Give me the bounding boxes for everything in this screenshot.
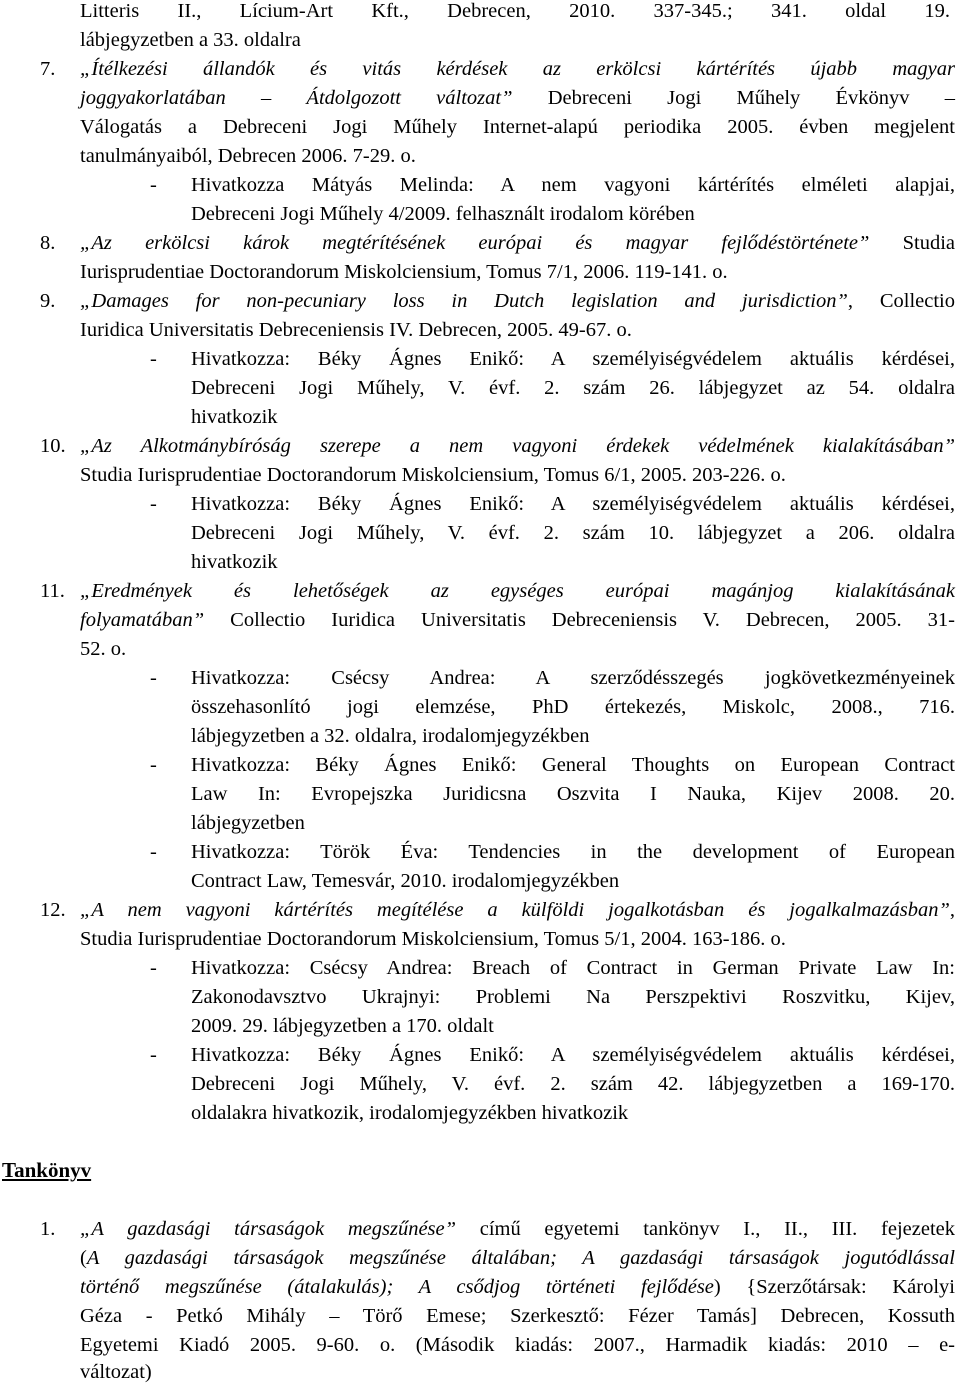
item-text-line-2: Studia Iurisprudentiae Doctorandorum Miskolciensium, Tomus 5/1, 2004. 163-186. o. xyxy=(80,928,786,950)
item-number: 8. xyxy=(40,232,56,254)
citation-line-2: Debreceni Jogi Műhely, V. évf. 2. szám 10. lábjegyzet a 206. oldalra xyxy=(191,522,955,544)
item-number: 1. xyxy=(40,1218,56,1240)
citation-line-1: Hivatkozza: Béky Ágnes Enikő: A személyiségvédelem aktuális kérdései, xyxy=(191,348,955,370)
item-text-line-2: Iuridica Universitatis Debreceniensis IV. Debrecen, 2005. 49-67. o. xyxy=(80,319,632,341)
item-text-line-2: (A gazdasági társaságok megszűnése általában; A gazdasági társaságok jogutódlással xyxy=(80,1247,955,1269)
citation-line-2: Law In: Evropejszka Juridicsna Oszvita I Nauka, Kijev 2008. 20. xyxy=(191,783,955,805)
citation-line-1: Hivatkozza Mátyás Melinda: A nem vagyoni kártérítés elméleti alapjai, xyxy=(191,174,955,196)
citation-line-2: összehasonlító jogi elemzése, PhD értekezés, Miskolc, 2008., 716. xyxy=(191,696,955,718)
item-text-line-5: Egyetemi Kiadó 2005. 9-60. o. (Második kiadás: 2007., Harmadik kiadás: 2010 – e- xyxy=(80,1334,955,1356)
citation-line-2: Debreceni Jogi Műhely, V. évf. 2. szám 42. lábjegyzetben a 169-170. xyxy=(191,1073,955,1095)
citation-line-1: Hivatkozza: Béky Ágnes Enikő: A személyiségvédelem aktuális kérdései, xyxy=(191,493,955,515)
item-title-line-1: „Eredmények és lehetőségek az egységes európai magánjog kialakításának xyxy=(80,580,955,602)
item-title-line-1: „Ítélkezési állandók és vitás kérdések az erkölcsi kártérítés újabb magyar xyxy=(80,58,955,80)
continuation-line-2: lábjegyzetben a 33. oldalra xyxy=(80,29,301,51)
item-title-line-1: „Az erkölcsi károk megtérítésének európai és magyar fejlődéstörténete” Studia xyxy=(80,232,955,254)
continuation-line-1: Litteris II., Lícium-Art Kft., Debrecen, 2010. 337-345.; 341. oldal 19. xyxy=(80,0,950,22)
citation-line-2: Debreceni Jogi Műhely, V. évf. 2. szám 26. lábjegyzet az 54. oldalra xyxy=(191,377,955,399)
item-title-line-1: „Az Alkotmánybíróság szerepe a nem vagyoni érdekek védelmének kialakításában” xyxy=(80,435,955,457)
item-text-line-2: Iurisprudentiae Doctorandorum Miskolciensium, Tomus 7/1, 2006. 119-141. o. xyxy=(80,261,728,283)
item-text-line-4: Géza - Petkó Mihály – Törő Emese; Szerkesztő: Fézer Tamás] Debrecen, Kossuth xyxy=(80,1305,955,1327)
item-text-line-2: Studia Iurisprudentiae Doctorandorum Miskolciensium, Tomus 6/1, 2005. 203-226. o. xyxy=(80,464,786,486)
citation-dash: - xyxy=(150,957,157,979)
citation-line-1: Hivatkozza: Csécsy Andrea: A szerződésszegés jogkövetkezményeinek xyxy=(191,667,955,689)
citation-line-3: hivatkozik xyxy=(191,406,278,428)
item-number: 10. xyxy=(40,435,66,457)
citation-line-3: lábjegyzetben a 32. oldalra, irodalomjegyzékben xyxy=(191,725,590,747)
item-text-line-3: történő megszűnése (átalakulás); A csődjog történeti fejlődése) {Szerzőtársak: Károlyi xyxy=(80,1276,955,1298)
item-text-line-4: tanulmányaiból, Debrecen 2006. 7-29. o. xyxy=(80,145,416,167)
citation-line-3: oldalakra hivatkozik, irodalomjegyzékben hivatkozik xyxy=(191,1102,629,1124)
item-title-line-1: „A gazdasági társaságok megszűnése” című egyetemi tankönyv I., II., III. fejezetek xyxy=(80,1218,955,1240)
citation-dash: - xyxy=(150,348,157,370)
item-text-line-3: 52. o. xyxy=(80,638,127,660)
item-text-line-6: változat) xyxy=(80,1361,152,1383)
citation-line-3: lábjegyzetben xyxy=(191,812,305,834)
item-text-line-2: joggyakorlatában – Átdolgozott változat” Debreceni Jogi Műhely Évkönyv – xyxy=(80,87,955,109)
item-title-line-1: „Damages for non-pecuniary loss in Dutch legislation and jurisdiction”, Collectio xyxy=(80,290,956,312)
citation-line-3: 2009. 29. lábjegyzetben a 170. oldalt xyxy=(191,1015,494,1037)
section-heading: Tankönyv xyxy=(2,1158,92,1182)
citation-line-3: hivatkozik xyxy=(191,551,278,573)
citation-dash: - xyxy=(150,841,157,863)
citation-line-2: Zakonodavsztvo Ukrajnyi: Problemi Na Perszpektivi Roszvitku, Kijev, xyxy=(191,986,955,1008)
item-number: 7. xyxy=(40,58,56,80)
citation-line-1: Hivatkozza: Béky Ágnes Enikő: General Thoughts on European Contract xyxy=(191,754,955,776)
item-number: 12. xyxy=(40,899,66,921)
citation-line-2: Debreceni Jogi Műhely 4/2009. felhasznált irodalom körében xyxy=(191,203,695,225)
item-number: 11. xyxy=(40,580,65,602)
item-title-line-1: „A nem vagyoni kártérítés megítélése a külföldi jogalkotásban és jogalkalmazásban”, xyxy=(80,899,955,921)
citation-dash: - xyxy=(150,667,157,689)
citation-dash: - xyxy=(150,493,157,515)
citation-dash: - xyxy=(150,1044,157,1066)
citation-dash: - xyxy=(150,754,157,776)
citation-line-2: Contract Law, Temesvár, 2010. irodalomjegyzékben xyxy=(191,870,620,892)
citation-dash: - xyxy=(150,174,157,196)
citation-line-1: Hivatkozza: Török Éva: Tendencies in the development of European xyxy=(191,841,955,863)
item-number: 9. xyxy=(40,290,56,312)
item-text-line-3: Válogatás a Debreceni Jogi Műhely Internet-alapú periodika 2005. évben megjelent xyxy=(80,116,955,138)
item-text-line-2: folyamatában” Collectio Iuridica Universitatis Debreceniensis V. Debrecen, 2005. 31- xyxy=(80,609,955,631)
citation-line-1: Hivatkozza: Csécsy Andrea: Breach of Contract in German Private Law In: xyxy=(191,957,955,979)
citation-line-1: Hivatkozza: Béky Ágnes Enikő: A személyiségvédelem aktuális kérdései, xyxy=(191,1044,955,1066)
